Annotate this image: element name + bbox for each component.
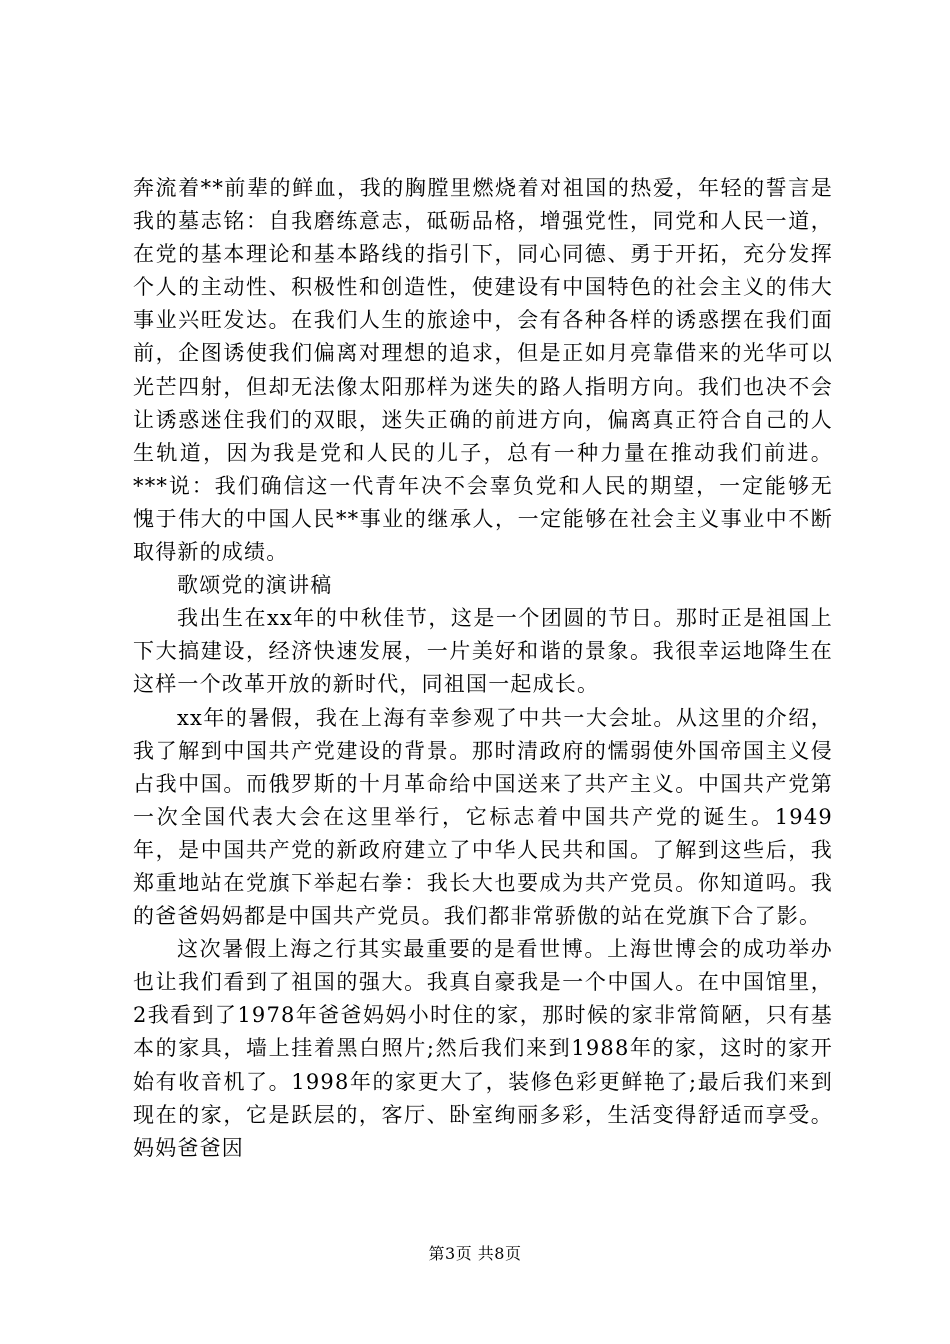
paragraph-continuation: 奔流着**前辈的鲜血，我的胸膛里燃烧着对祖国的热爱，年轻的誓言是我的墓志铭：自我磨练意志，砥砺品格，增强党性，同党和人民一道，在党的基本理论和基本路线的指引下，同心同德、勇于开拓，充分发挥个人的主动性、积极性和创造性，使建设有中国特色的社会主义的伟大事业兴旺发达。在我们人生的旅途中，会有各种各样的诱惑摆在我们面前，企图诱使我们偏离对理想的追求，但是正如月亮靠借来的光华可以光芒四射，但却无法像太阳那样为迷失的路人指明方向。我们也决不会让诱惑迷住我们的双眼，迷失正确的前进方向，偏离真正符合自己的人生轨道，因为我是党和人民的儿子，总有一种力量在推动我们前进。***说：我们确信这一代青年决不会辜负党和人民的期望，一定能够无愧于伟大的中国人民**事业的继承人，一定能够在社会主义事业中不断取得新的成绩。	[133, 176, 833, 565]
paragraph-shanghai-visit: xx年的暑假，我在上海有幸参观了中共一大会址。从这里的介绍，我了解到中国共产党建设的背景。那时清政府的懦弱使外国帝国主义侵占我中国。而俄罗斯的十月革命给中国送来了共产主义。中国共产党第一次全国代表大会在这里举行，它标志着中国共产党的诞生。1949年，是中国共产党的新政府建立了中华人民共和国。了解到这些后，我郑重地站在党旗下举起右拳：我长大也要成为共产党员。你知道吗。我的爸爸妈妈都是中国共产党员。我们都非常骄傲的站在党旗下合了影。	[133, 705, 833, 929]
paragraph-expo: 这次暑假上海之行其实最重要的是看世博。上海世博会的成功举办也让我们看到了祖国的强大。我真自豪我是一个中国人。在中国馆里，2我看到了1978年爸爸妈妈小时住的家，那时候的家非常简陋，只有基本的家具，墙上挂着黑白照片;然后我们来到1988年的家，这时的家开始有收音机了。1998年的家更大了，装修色彩更鲜艳了;最后我们来到现在的家，它是跃层的，客厅、卧室绚丽多彩，生活变得舒适而享受。妈妈爸爸因	[133, 937, 833, 1160]
page-number-footer: 第3页 共8页	[428, 1244, 522, 1263]
document-body	[133, 172, 833, 1165]
speech-title: 歌颂党的演讲稿	[177, 573, 333, 598]
paragraph-birth: 我出生在xx年的中秋佳节，这是一个团圆的节日。那时正是祖国上下大搞建设，经济快速发展，一片美好和谐的景象。我很幸运地降生在这样一个改革开放的新时代，同祖国一起成长。	[133, 606, 833, 697]
